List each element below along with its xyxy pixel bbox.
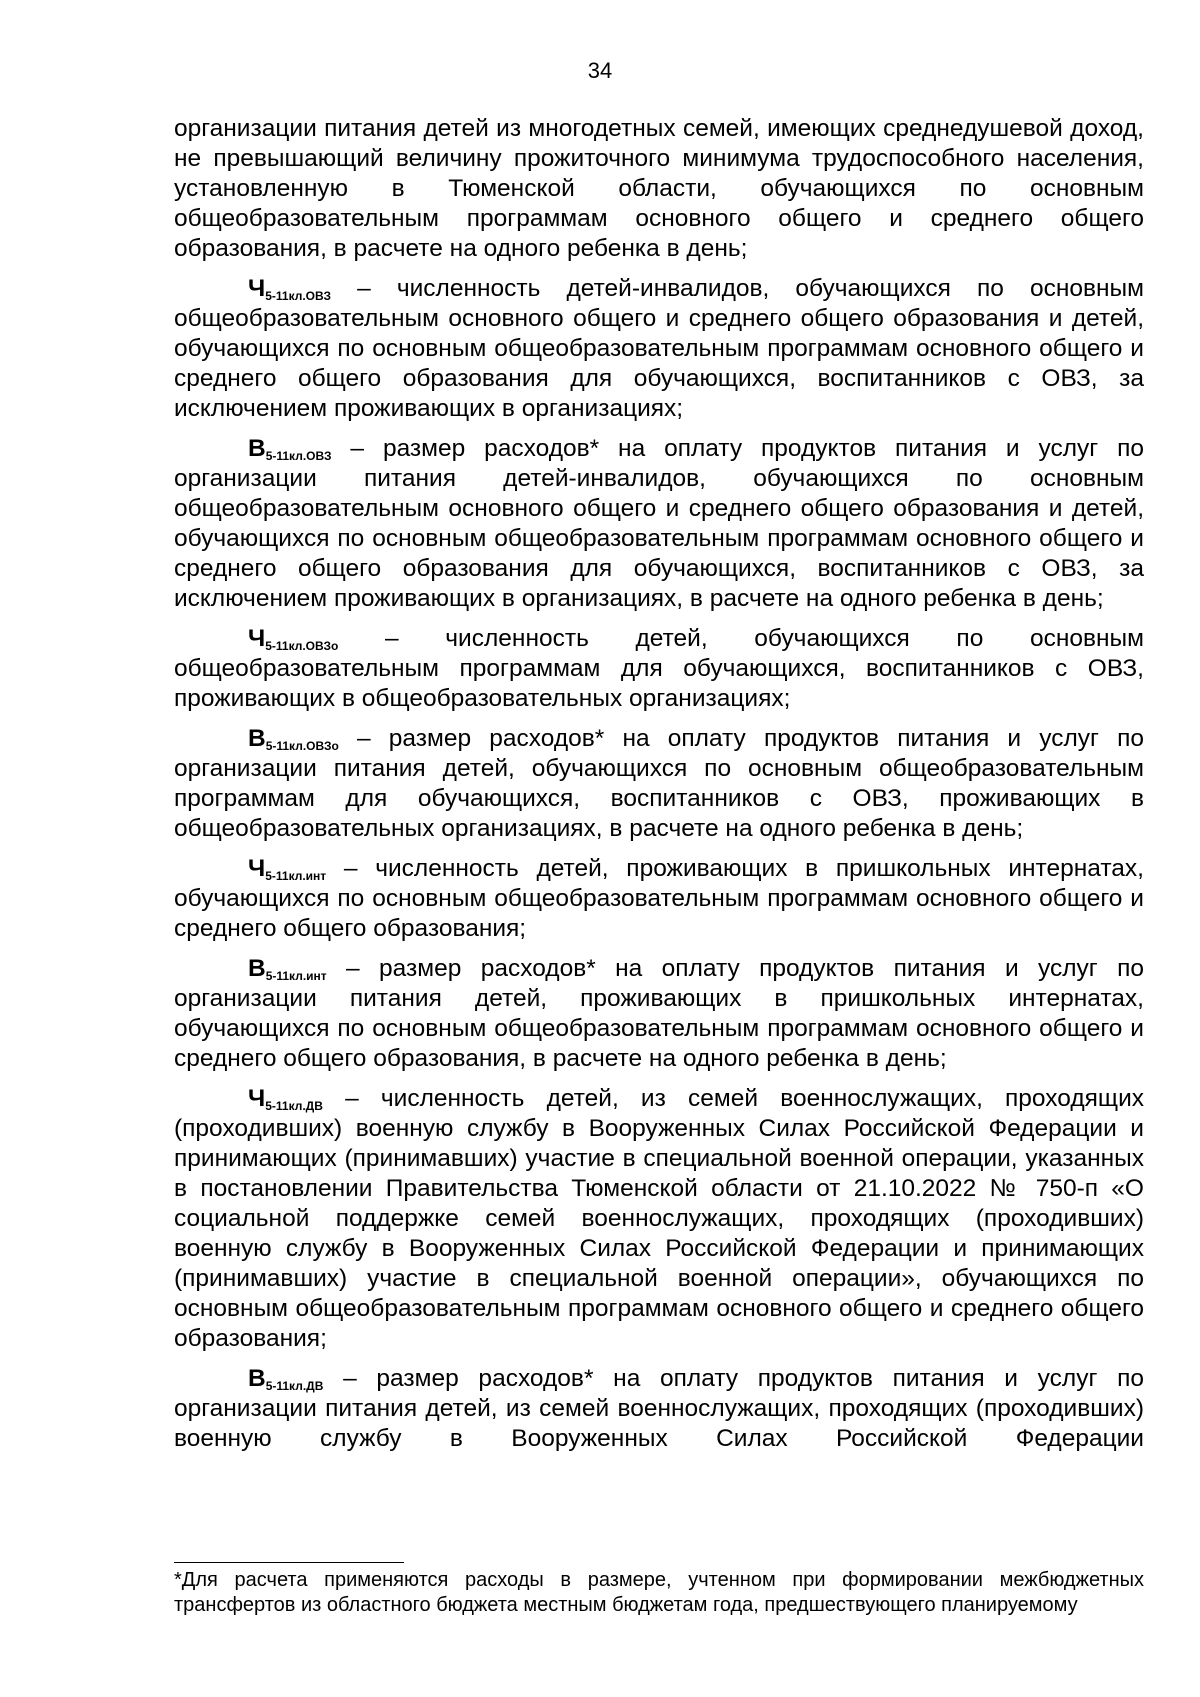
definition-paragraph [174,1084,1144,1354]
definition-symbol: Ч [248,625,266,652]
definition-text: – размер расходов* на оплату продуктов питания и услуг по организации питания детей, из семей военнослужащих, проходящих (проходивших) военную службу в Вооруженных Силах Российской Федерации [174,1365,1144,1452]
definition-text: – численность детей, из семей военнослужащих, проходящих (проходивших) военную службу в Вооруженных Силах Российской Федерации и принимающих (принимавших) участие в специальной военной операции, указанных в постановлении Правительства Тюменской области от 21.10.2022 № 750-п «О социальной поддержке семей военнослужащих, проходящих (проходивших) военную службу в Вооруженных Силах Российской Федерации и принимающих (принимавших) участие в специальной военной операции», обучающихся по основным общеобразовательным программам основного общего и среднего общего образования; [174,1085,1144,1352]
definition-paragraph [174,724,1144,844]
definition-symbol: Ч [248,1085,266,1112]
page-number: 34 [587,58,613,83]
footnote: *Для расчета применяются расходы в размере, учтенном при формировании межбюджетных трансфертов из областного бюджета местным бюджетам года, предшествующего планируемому [174,1569,1144,1616]
definition-paragraph [174,1364,1144,1454]
definition-symbol: Ч [248,855,266,882]
definition-subscript: 5-11кл.инт [265,869,327,883]
definition-subscript: 5-11кл.ДВ [265,1099,323,1113]
definition-text: – размер расходов* на оплату продуктов питания и услуг по организации питания детей, проживающих в пришкольных интернатах, обучающихся по основным общеобразовательным программам основного общего и среднего общего образования, в расчете на одного ребенка в день; [174,955,1144,1072]
definition-paragraph [174,434,1144,614]
body-text [174,114,1144,1454]
definition-subscript: 5-11кл.ОВЗ [265,289,332,303]
definition-text: – численность детей, обучающихся по основным общеобразовательным программам для обучающихся, воспитанников с ОВЗ, проживающих в общеобразовательных организациях; [174,625,1144,712]
definition-subscript: 5-11кл.ДВ [265,1379,324,1393]
definition-text: – численность детей-инвалидов, обучающихся по основным общеобразовательным основного общего и среднего общего образования и детей, обучающихся по основным общеобразовательным программам основного общего и среднего общего образования для обучающихся, воспитанников с ОВЗ, за исключением проживающих в организациях; [174,275,1144,422]
definition-symbol: В [248,435,266,462]
definition-paragraph [174,954,1144,1074]
definition-symbol: В [248,725,266,752]
definition-text: – размер расходов* на оплату продуктов питания и услуг по организации питания детей-инвалидов, обучающихся по основным общеобразовательным основного общего и среднего общего образования и детей, обучающихся по основным общеобразовательным программам основного общего и среднего общего образования для обучающихся, воспитанников с ОВЗ, за исключением проживающих в организациях, в расчете на одного ребенка в день; [174,435,1144,612]
definition-text: – размер расходов* на оплату продуктов питания и услуг по организации питания детей, обучающихся по основным общеобразовательным программам для обучающихся, воспитанников с ОВЗ, проживающих в общеобразовательных организациях, в расчете на одного ребенка в день; [174,725,1144,842]
definition-symbol: В [248,1365,266,1392]
paragraph-text: организации питания детей из многодетных семей, имеющих среднедушевой доход, не превышающий величину прожиточного минимума трудоспособного населения, установленную в Тюменской области, обучающихся по основным общеобразовательным программам основного общего и среднего общего образования, в расчете на одного ребенка в день; [174,115,1144,262]
definition-symbol: В [248,955,266,982]
footnote-divider [174,1562,404,1563]
definition-text: – численность детей, проживающих в пришкольных интернатах, обучающихся по основным общеобразовательным программам основного общего и среднего общего образования; [174,855,1144,942]
definition-subscript: 5-11кл.ОВЗ [265,449,332,463]
definition-paragraph [174,854,1144,944]
definition-subscript: 5-11кл.ОВЗо [265,639,339,653]
definition-paragraph [174,274,1144,424]
definition-subscript: 5-11кл.инт [265,969,327,983]
definition-symbol: Ч [248,275,266,302]
definition-subscript: 5-11кл.ОВЗо [265,739,339,753]
definition-paragraph [174,624,1144,714]
paragraph-intro-continuation [174,114,1144,264]
